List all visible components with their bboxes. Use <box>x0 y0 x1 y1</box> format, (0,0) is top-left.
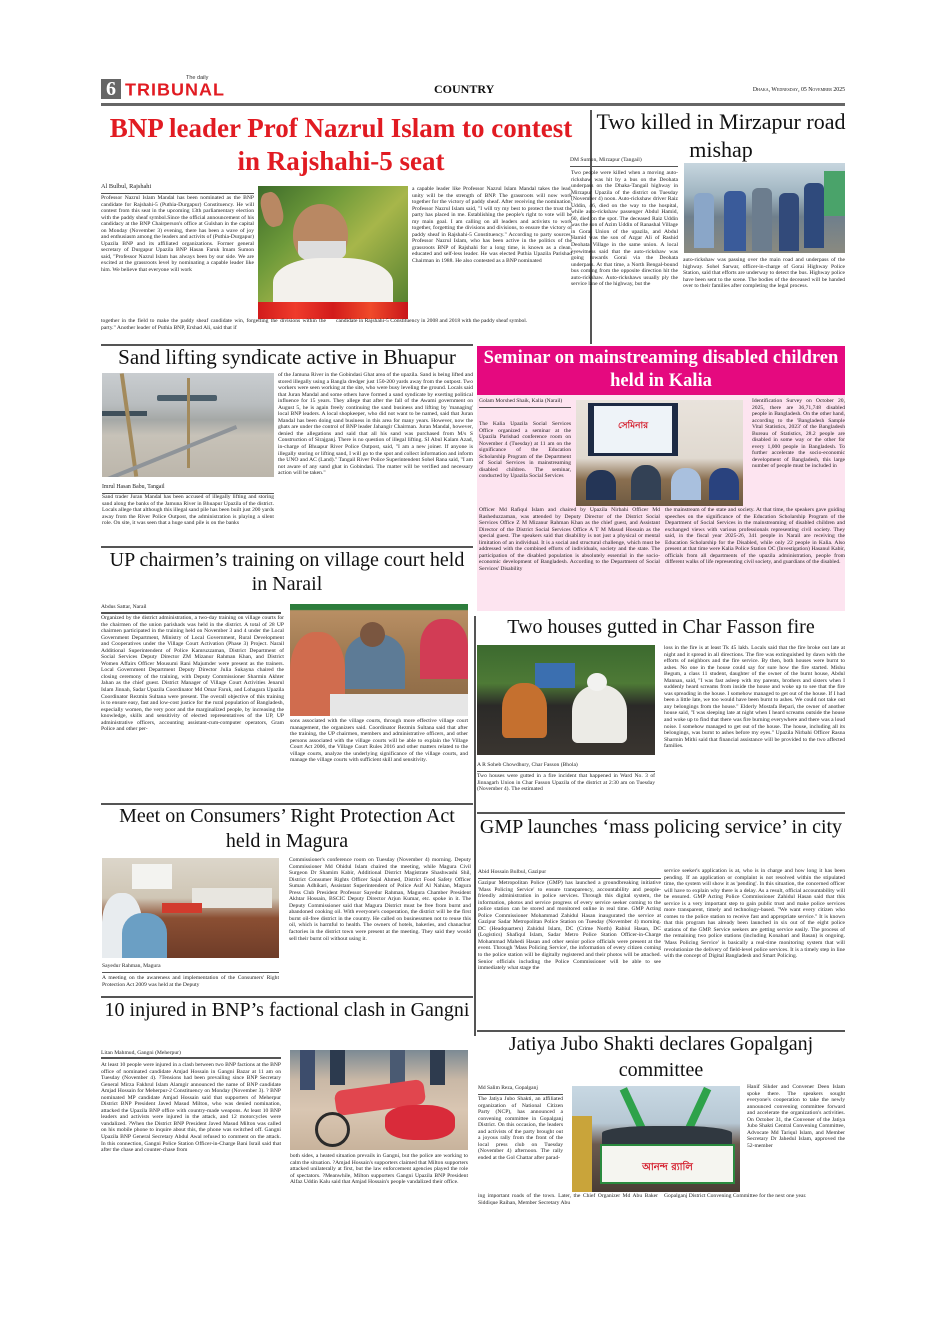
article-body: together in the field to make the paddy sheaf candidate win, forgetting the divisions within the party." Another leader of Puthia BNP, Ershad Ali, said that if <box>101 318 326 331</box>
article-body: Gazipur Metropolitan Police (GMP) has launched a groundbreaking initiative 'Mass Policing Service' to ensure transparency, accountability and people-friendly administration in police services. Through this digital system, the information, photos and service progress of every service seeker coming to the police station can be stored and monitored online in real time. GMP Acting Police Commissioner Mohammad Zahidul Hasan inaugurated the service at Gazipur Sadar Metropolitan Police Station on Tuesday (November 4) morning. DC (Headquarters) Zahidul Islam, DC (Crime North) Rabiul Hasan, DC (Logistics) Shafiqul Islam, Sadar Metro Police Station Officer-in-Charge Mohammad Mahedi Hasan and other senior police officials were present at the event. Through 'Mass Policing Service', the information of every citizen coming to the police station will be digitally registered and their photos will be attached. Senior officials including the Police Commissioner will be able to see immediately what stage the <box>478 880 661 972</box>
photo-vandalized-motorcycles <box>290 1050 468 1150</box>
byline: Abdus Sattar, Narail <box>101 604 147 610</box>
article-body: ing important roads of the town. Later, the Chief Organizer Md Abu Baker Siddique Raihan, Member Secretary Abu <box>478 1193 658 1206</box>
byline: Golam Morshed Shaik, Kalia (Narail) <box>479 398 571 408</box>
article-body: of the Jamuna River in the Gobindasi Ghat area of the upazila. Sand is being lifted and stored illegally using a Bangla dredger just 150-200 yards away from the outpost. Two workers were seen working at the site, who were busy leveling the ground. Locals said that Juran Mandal and some others have formed a sand syndicate by exerting political influence for 15 years. They allege that after the fall of the Awami government on August 5, he is again freely continuing the sand business and lifting by 'managing' local BNP leaders. A local shopkeeper, who did not want to be named, said that Juran Mandal has been doing sand business in this area for many years. However, now the ghats are under the control of BNP leader Jahangir Chairman. Juran Mandal, however, denied the allegations and said that all his sand was purchased from M/s S Construction of Sirajganj. There is no question of illegal lifting. SI Abul Kalam Azad, in-charge of Bhuapur River Police Outpost, said, "I am a new joiner. If anyone is illegally storing or lifting sand, I will go to the spot and collect information and inform the UNO and AC (Land)." Tangail River Police Superintendent Sohel Rana said, "I am not aware of any sand ghat in Gobindasi. The matter will be verified and necessary action will be taken." <box>278 372 473 477</box>
brand-logo: TRIBUNAL <box>125 80 225 100</box>
article-body: A meeting on the awareness and implementation of the Consumers' Right Protection Act 2009 was held at the Deputy <box>102 975 279 988</box>
article-body: sons associated with the village courts, through more effective village court management, the organizers said. Coordinator Rezmin Sultana said that after the training, the UP chairmen, members and administrative officers, and other persons associated with the village courts will be able to explain the Village Court Act 2006, the Village Court Rules 2016 and other matters related to the village courts, analyze the underlying significance of the village courts, and manage the village courts with sufficient skill and sensitivity. <box>290 718 468 764</box>
byline: A R Soheb Chowdhury, Char Fasson (Bhola) <box>477 761 655 772</box>
headline: Meet on Consumers’ Right Protection Act held in Magura <box>119 805 455 852</box>
article-body: At least 10 people were injured in a clash between two BNP factions at the BNP office of nominated candidate Amjad Hossain in Gangni Bazar at 11 am on Tuesday (November 4). ?Tensions had been prevailing since BNP Secretary General Mirza Fakhrul Islam Alamgir announced the name of BNP candidate Amjad Hossain for Meherpur-2 Constituency on Monday (November 3). ? BNP nominated MP candidate Amjad Hossain said that supporters of Meherpur District BNP President Javed Masud Milton, who was denied nomination, attacked the Upazila BNP office with country-made weapons. At least 10 BNP leaders and activists were injured in the attack, and 12 motorcycles were vandalized. ?When the District BNP President Javed Masud Milton was called on his mobile phone to inquire about this, the phone was switched off. Gangni Upazila BNP General Secretary Abdul Awal refused to comment on the attack. In this connection, Gangni Police Station Officer-in-Charge Bani Israil said that after the chase and counter-chase from <box>101 1062 281 1154</box>
photo-training <box>290 604 468 716</box>
headline: Seminar on mainstreaming disabled children held in Kalia <box>483 348 839 391</box>
article-body: Identification Survey on October 20, 2025, there are 36,71,748 disabled people in Bangladesh. On the other hand, according to the 'Bangladesh Sample Vital Statistics, 2023' of the Bangladesh Bureau of Statistics, 28.2 people are disabled in some way or the other for every 1,000 people in Bangladesh. To further accelerate the socio-economic development of Bangladesh, this large number of people must be included in <box>752 398 845 470</box>
byline-rule <box>101 1057 281 1059</box>
article-body: auto-rickshaw was passing over the main road and underpass of the highway. Sohel Sarwar, officer-in-charge of Gorai Highway Police Station, said that efforts are underway to detect the bus. Highway police have been sent to the scene. The bodies of the deceased will be handed over to their families after completing the legal process. <box>683 257 845 290</box>
headline: Two killed in Mirzapur road mishap <box>596 109 846 162</box>
photo-magura-meeting <box>102 858 279 958</box>
article-body: Sand trader Juran Mandal has been accused of illegally lifting and storing sand along the banks of the Jamuna River in Bhuapur Upazila of the district. Locals allege that although this illegal sand pile has been built just 200 yards away from the River Police Outpost, the administration is playing a silent role. On site, it was seen that a huge sand pile is on the banks <box>102 494 274 527</box>
byline: Al Bulbul, Rajshahi <box>101 183 254 194</box>
byline: Md Salim Reza, Gopalganj <box>478 1084 563 1095</box>
byline-rule <box>101 612 281 614</box>
article-body: both sides, a heated situation prevails in Gangni, but the police are working to calm the situation. ?Amjad Hossain's supporters claimed that Milton supporters attacked unilaterally at first, but the law enforcement agencies played the role of spectators. ?Meanwhile, Milton supporters Gangni Upazila BNP President Alfaz Uddin Kalu said that Amjad Hossain's people vandalized their office. <box>290 1153 468 1186</box>
page-number: 6 <box>101 79 121 99</box>
photo-accident-scene <box>684 163 845 253</box>
dateline: Dhaka, Wednesday, 05 November 2025 <box>752 87 845 93</box>
article-body: The Jatiya Jubo Shakti, an affiliated organization of National Citizen Party (NCP), has announced a convening committee in Gopalganj District. On this occasion, the leaders and activists of the party brought out a joyous rally from the front of the local press club on Tuesday (November 4) afternoon. The rally ended at the Gol Chattar after parad- <box>478 1096 563 1161</box>
headline: GMP launches ‘mass policing service’ in city <box>479 816 843 838</box>
headline: UP chairmen’s training on village court held in Narail <box>109 549 465 595</box>
byline: Sayedur Rahman, Magura <box>102 962 279 973</box>
headline: BNP leader Prof Nazrul Islam to contest in Rajshahi-5 seat <box>109 113 573 176</box>
photo-rally <box>572 1086 740 1192</box>
photo-fire-site <box>477 645 655 755</box>
section-title: COUNTRY <box>434 82 495 96</box>
article-body: Gopalganj District Convening Committee for the next one year. <box>664 1193 807 1199</box>
byline: DM Sumon, Mirzapur (Tangail) <box>570 156 678 167</box>
article-body: The Kalia Upazila Social Services Office organized a seminar at the Upazila Parishad conference room on November 4 (Tuesday) at 11 am on the significance of the Education Scholarship Program of the Department of Social Services in mainstreaming disabled children. The seminar, conducted by Upazila Social Services <box>479 421 571 480</box>
rally-banner <box>600 1144 735 1184</box>
byline: Litan Mahmud, Gangni (Meherpur) <box>101 1050 181 1056</box>
article-body: Officer Md Rafiqul Islam and chaired by Upazila Nirbahi Officer Md Rasheduzzaman, was attended by Deputy Director of the District Social Services Office Z M Mizanur Rahman Khan as the chief guest, and Assistant Director of the District Social Services Office A T M Masud Hossain as the special guest. The speakers said that disability is not just a physical or mental limitation of an individual. It is a social and structural challenge, which must be addressed with the combined efforts of individuals, society and the state. The participation of the disabled population is absolutely essential in the socio-economic development of Bangladesh. According to the Department of Social Services' Disability <box>479 507 660 572</box>
masthead <box>101 77 845 101</box>
photo-sand-pile <box>102 373 274 477</box>
photo-nazrul-islam <box>258 186 408 319</box>
column-divider <box>474 616 476 1036</box>
article-body: a capable leader like Professor Nazrul Islam Mandal takes the lead, unity will be the strength of BNP. The grassroots will now work together for the victory of paddy sheaf. After receiving the nomination, Professor Nazrul Islam said, "I will try my best to protect the trust the party has placed in me. Establishing the people's right to vote will be my main goal. I am calling on all leaders and activists to work together, forgetting the divisions and divisions, to ensure the victory of paddy sheaf in Rajshahi-5 Constituency." According to party sources, Professor Nazrul Islam, who has been active in the politics of the grassroots BNP of Rajshahi for a long time, is known as a clean, educated and self-less leader. He was elected Puthia Upazila Parishad Chairman in 1988. He also contested as a BNP nominated <box>412 186 572 265</box>
banner-text: আনন্দ র‍্যালি <box>642 1162 693 1173</box>
screen-text: সেমিনার <box>617 421 649 431</box>
byline: Abid Hossain Bulbul, Gazipur <box>478 868 661 879</box>
article-body: Organized by the district administration, a two-day training on village courts for the chairmen of the union parishads was held in the district. A total of 28 UP chairmen participated in the training held on November 3 and 4 under the Local Government Department, Ministry of Local Government, Rural Development and Cooperatives under the Village Court Activation (Phase 3) Project. Narail Additional Superintendent of Police Kamruzzaman, District Department of Social Services Deputy Director ZM Mizanur Rahman Khan, and District Women Affairs Officer Mousumi Rani Majumder were present as the trainers. Local Government Department Deputy Director Julia Sukayna chaired the closing ceremony of the training, with Deputy Commissioner Sharmin Akhter Jahan as the chief guest. District Manager of Village Court Activities Jenarul Islam Jinnah, Sadar Upazila Coordinator Md Omar Faruk, and Lohagara Upazila Coordinator Rezmin Sultana were present. The overall objective of this training is to ensure easy, fast and low-cost justice for the rural population of Bangladesh, especially women, the very poor and the marginalized people, by increasing the knowledge, skills and sensitivity of elected representatives of the UP, UP administrative officers, accounting assistant-cum-computer operators, Gram Police and other per- <box>101 615 284 733</box>
masthead-rule <box>101 103 845 106</box>
article-body: the mainstream of the state and society. At that time, the speakers gave guiding speeches on the significance of the Education Scholarship Program of the Department of Social Services in the mainstreaming of disabled children and exchanged views with various professionals representing civil society. They said, in the fiscal year 2025-26, 341 people in Narail are receiving the Education Scholarship for the Disabled, while only 22 people in Kalia. Also present at that time were Kalia Police Station OC (Investigation) Hasanul Kabir, officials from all departments of the upazila administration, people from different walks of life representing civil society, and guardians of the disabled. <box>665 507 845 566</box>
article-body: Two people were killed when a moving auto-rickshaw was hit by a bus on the Deohata underpass on the Dhaka-Tangail highway in Mirzapur Upazila of the district on Tuesday (November 4) noon. Auto-rickshaw driver Raiz Uddin, 46, died on the way to the hospital, while auto-rickshaw passenger Abdul Hamid, 60, died on the spot. The deceased Raiz Uddin was the son of Azim Uddin of Ranashal Village in Gorai Union of the upazila, and Abdul Hamid was the son of Azgar Ali of Rashid Deohata Village in the same union. A local eyewitness said that the auto-rickshaw was going towards Gorai via the Deohata underpass. At that time, a North Bengal-bound bus coming from the opposite direction hit the auto-rickshaw. Auto-rickshaws usually ply the service lane of the highway, but the <box>571 170 678 288</box>
headline: 10 injured in BNP’s factional clash in Gangni <box>104 999 470 1021</box>
headline: Jatiya Jubo Shakti declares Gopalganj committee <box>508 1033 814 1081</box>
brand-tagline: The daily <box>186 75 209 81</box>
headline-banner <box>477 346 845 395</box>
article-body: Commissioner's conference room on Tuesday (November 4) morning. Deputy Commissioner Md Ohidul Islam chaired the meeting, while Magura Civil Surgeon Dr Shamim Kabir, Additional District Magistrate Shashwashi Shil, District Consumer Rights Officer Sajal Ahmed, District Food Safety Officer Suman Adhikari, Assistant Superintendent of Police Asif Al Nahian, Magura Press Club President Professor Sayedur Rahman, Magura Chamber President Akhtar Hossain, BSCIC Deputy Director Arjun Kumar, etc. spoke in it. The Deputy Commissioner said that Magura District must be free from burnt and abandoned cooking oil. With everyone's cooperation, the district will be the first burnt oil-free district in the country. He called on businessmen not to reuse this oil, which is harmful to health. The owners of hotels, bakeries, and chanachur factories in the district town were present at the meeting. They said they would sell their burnt oil without using it. <box>289 857 471 942</box>
article-body: Professor Nazrul Islam Mandal has been nominated as the BNP candidate for Rajshahi-5 (Puthia-Durgapur) Constituency. He will contest from this seat in the upcoming 13th parliamentary election with the paddy sheaf symbol.Since the official announcement of his candidacy at the BNP Chairperson's office at Gulshan in the capital on Monday (November 3) evening, there has been a wave of joy and enthusiasm among the leaders and activits of (Puthia-Durgapur) Upazila BNP and its affiliated organizations. Former general secretary of Durgapur Upazila BNP Hasan Faruk Imam Sumon said, "Professor Nazrul Islam has always been by our side. We are excited at the grassroots level by nominating a capable leader like him. We believe that everyone will work <box>101 195 254 274</box>
photo-seminar <box>576 400 743 506</box>
article-body: candidate in Rajshahi-5 Constituency in 2008 and 2018 with the paddy sheaf symbol. <box>336 318 528 324</box>
byline: Imrul Hasan Babu, Tangail <box>102 483 274 494</box>
headline: Two houses gutted in Char Fasson fire <box>507 616 815 638</box>
article-body: service seeker's application is at, who is in charge and how long it has been pending. If an application or complaint is not resolved within the stipulated time, the system will show it as 'pending'. In this situation, the concerned officer will have to explain why there is a delay. As a result, official accountability will be ensured. GMP Acting Police Commissioner Zahidul Hasan said that this service is a very important step to gain public trust and make police services more transparent, timely and technology-based. "We want every citizen who comes to the police station to receive fast and appropriate service." It is known that this program has already been launched in six out of the eight police stations of the GMP. Service seekers are getting service easily. The process of the remaining two police stations (including Konabari and Basan) is ongoing. 'Mass Policing Service' is basically a real-time monitoring system that will revolutionize the delivery of field-level police services. It is a timely step in line with the concept of Digital Bangladesh and Smart Policing. <box>664 868 845 960</box>
headline: Sand lifting syndicate active in Bhuapur <box>118 345 456 369</box>
article-body: Hanif Sikder and Convener Deen Islam spoke there. The speakers sought everyone's cooperation to take the newly announced convening committee forward and accelerate the organization's activities. On October 31, the Convener of the Jatiya Jubo Shakti Central Convening Committee, Advocate Md Tariqul Islam, and Member Secretary Dr Jahedul Islam, approved the 52-member <box>747 1084 845 1149</box>
article-body: loss in the fire is at least Tk 45 lakh. Locals said that the fire broke out late at night and it spread in all directions. The fire was extinguished by dawn with the efforts of neighbors and the fire service. By then, both houses were burnt to ashes. No one in the house could say for sure how the fire started. Mishu Begum, a class 11 student, daughter of the owner of the burnt house, Abdul Mannan, said, "I was fast asleep with my parents, brothers and sisters when I suddenly heard screams from inside the house and woke up to see that the fire was spreading in the house. I somehow managed to get out of the house. If I had been a little late, we too would have been burnt to ashes. We could not take out any belongings from the house." Elderly Mostafa Bepari, the owner of another house said, "I was sleeping late at night when I heard screams outside the house and woke up to find that there was fire burning everywhere and there was a loud noise. I somehow managed to get out of the house. The house, including all its belongings, was burnt to ashes before my eyes." Upazila Nirbahi Officer Rasna Sharmin Mithi said that financial assistance will be provided to the two affected families. <box>664 645 845 750</box>
article-body: Two houses were gutted in a fire incident that happened in Ward No. 3 of Jinnagarh Union in Char Fasson Upazila of the district at 2:30 am on Tuesday (November 4). The estimated <box>477 773 655 793</box>
